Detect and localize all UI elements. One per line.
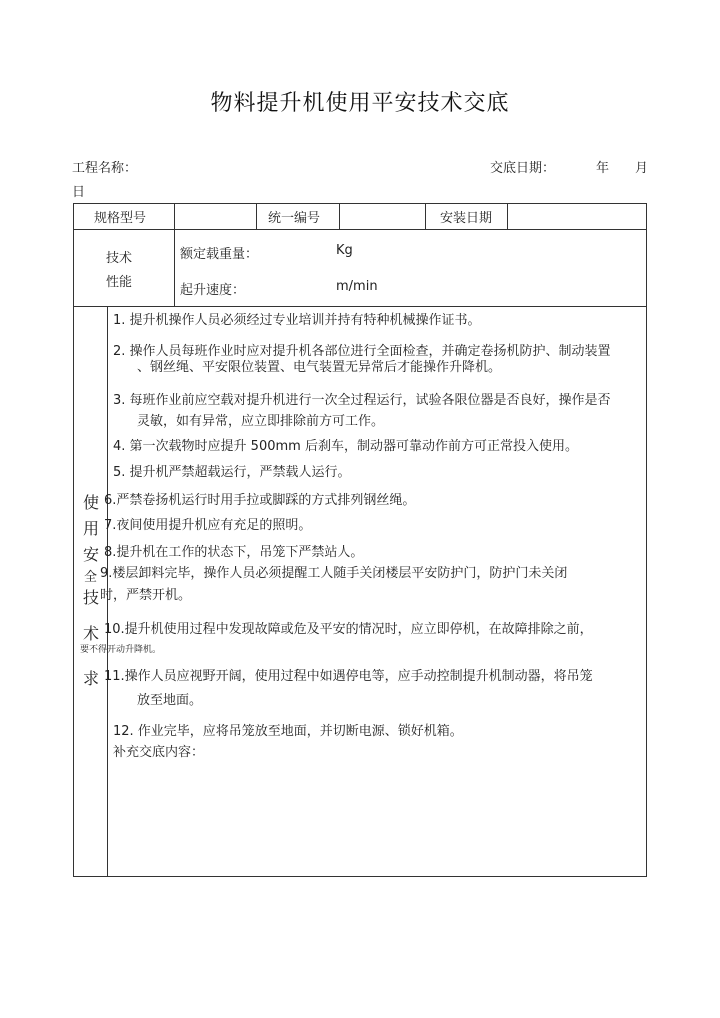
col-divider-e — [507, 203, 508, 229]
install-date-label: 安装日期 — [440, 211, 493, 226]
list-item-8: 8.提升机在工作的状态下，吊笼下严禁站人。 — [104, 545, 364, 560]
supplement-label: 补充交底内容： — [113, 745, 205, 760]
list-item-3: 3. 每班作业前应空载对提升机进行一次全过程运行，试验各限位器是否良好，操作是否 — [113, 393, 611, 408]
col-divider-b — [256, 203, 257, 229]
row-divider-2 — [73, 306, 647, 307]
list-item-11: 11.操作人员应视野开阔，使用过程中如遇停电等，应手动控制提升机制动器，将吊笼 — [104, 669, 593, 684]
list-item-12: 12. 作业完毕，应将吊笼放至地面，并切断电源、锁好机箱。 — [113, 724, 463, 739]
col-divider-a — [174, 203, 175, 229]
month-label: 月 — [635, 161, 649, 176]
row-divider-1 — [73, 229, 647, 230]
list-item-10: 10.提升机使用过程中发现故障或危及平安的情况时，应立即停机，在故障排除之前， — [104, 622, 593, 637]
list-item-10-cont: 要不得开动升降机。 — [80, 645, 162, 655]
list-item-9-cont: 时，严禁开机。 — [100, 588, 192, 603]
list-item-7: 7.夜间使用提升机应有充足的照明。 — [104, 518, 312, 533]
list-item-5: 5. 提升机严禁超载运行，严禁载人运行。 — [113, 465, 351, 480]
list-item-9: 9.楼层卸料完毕，操作人员必须提醒工人随手关闭楼层平安防护门，防护门未关闭 — [100, 566, 568, 581]
list-item-2-cont: 、钢丝绳、平安限位装置、电气装置无异常后才能操作升降机。 — [137, 360, 502, 375]
rated-load-unit: Kg — [336, 243, 353, 258]
table-left-border — [73, 203, 74, 877]
table-top-border — [73, 203, 647, 204]
year-label: 年 — [596, 161, 610, 176]
project-name-label: 工程名称： — [72, 161, 138, 176]
date-label: 交底日期： — [490, 161, 556, 176]
list-item-1: 1. 提升机操作人员必须经过专业培训并持有特种机械操作证书。 — [113, 313, 481, 328]
side-label-char-6: 术 — [83, 624, 100, 643]
col-divider-d — [425, 203, 426, 229]
rated-load-label: 额定载重量： — [180, 247, 259, 262]
list-item-6: 6.严禁卷扬机运行时用手拉或脚踩的方式排列钢丝绳。 — [104, 493, 416, 508]
table-right-border — [646, 203, 647, 877]
side-label-char-4: 全 — [84, 570, 98, 585]
side-label-char-5: 技 — [83, 588, 100, 607]
spec-model-label: 规格型号 — [94, 211, 147, 226]
day-label: 日 — [72, 185, 86, 200]
col-divider-perf — [174, 229, 175, 306]
list-item-4: 4. 第一次载物时应提升 500mm 后刹车，制动器可靠动作前方可正常投入使用。 — [113, 439, 578, 454]
list-item-2: 2. 操作人员每班作业时应对提升机各部位进行全面检查，并确定卷扬机防护、制动装置 — [113, 344, 611, 359]
col-divider-c — [339, 203, 340, 229]
tech-perf-label-1: 技术 — [106, 251, 133, 266]
tech-perf-label-2: 性能 — [106, 275, 133, 290]
side-label-char-7: 求 — [83, 669, 100, 688]
unified-number-label: 统一编号 — [268, 211, 321, 226]
lifting-speed-unit: m/min — [336, 279, 378, 294]
lifting-speed-label: 起升速度： — [180, 283, 246, 298]
page-title: 物料提升机使用平安技术交底 — [210, 91, 510, 116]
list-item-3-cont: 灵敏，如有异常，应立即排除前方可工作。 — [137, 414, 385, 429]
side-label-char-1: 使 — [83, 493, 100, 512]
table-bottom-border — [73, 876, 647, 877]
side-label-char-3: 安 — [83, 545, 100, 564]
side-label-char-2: 用 — [83, 519, 100, 538]
list-item-11-cont: 放至地面。 — [137, 693, 203, 708]
